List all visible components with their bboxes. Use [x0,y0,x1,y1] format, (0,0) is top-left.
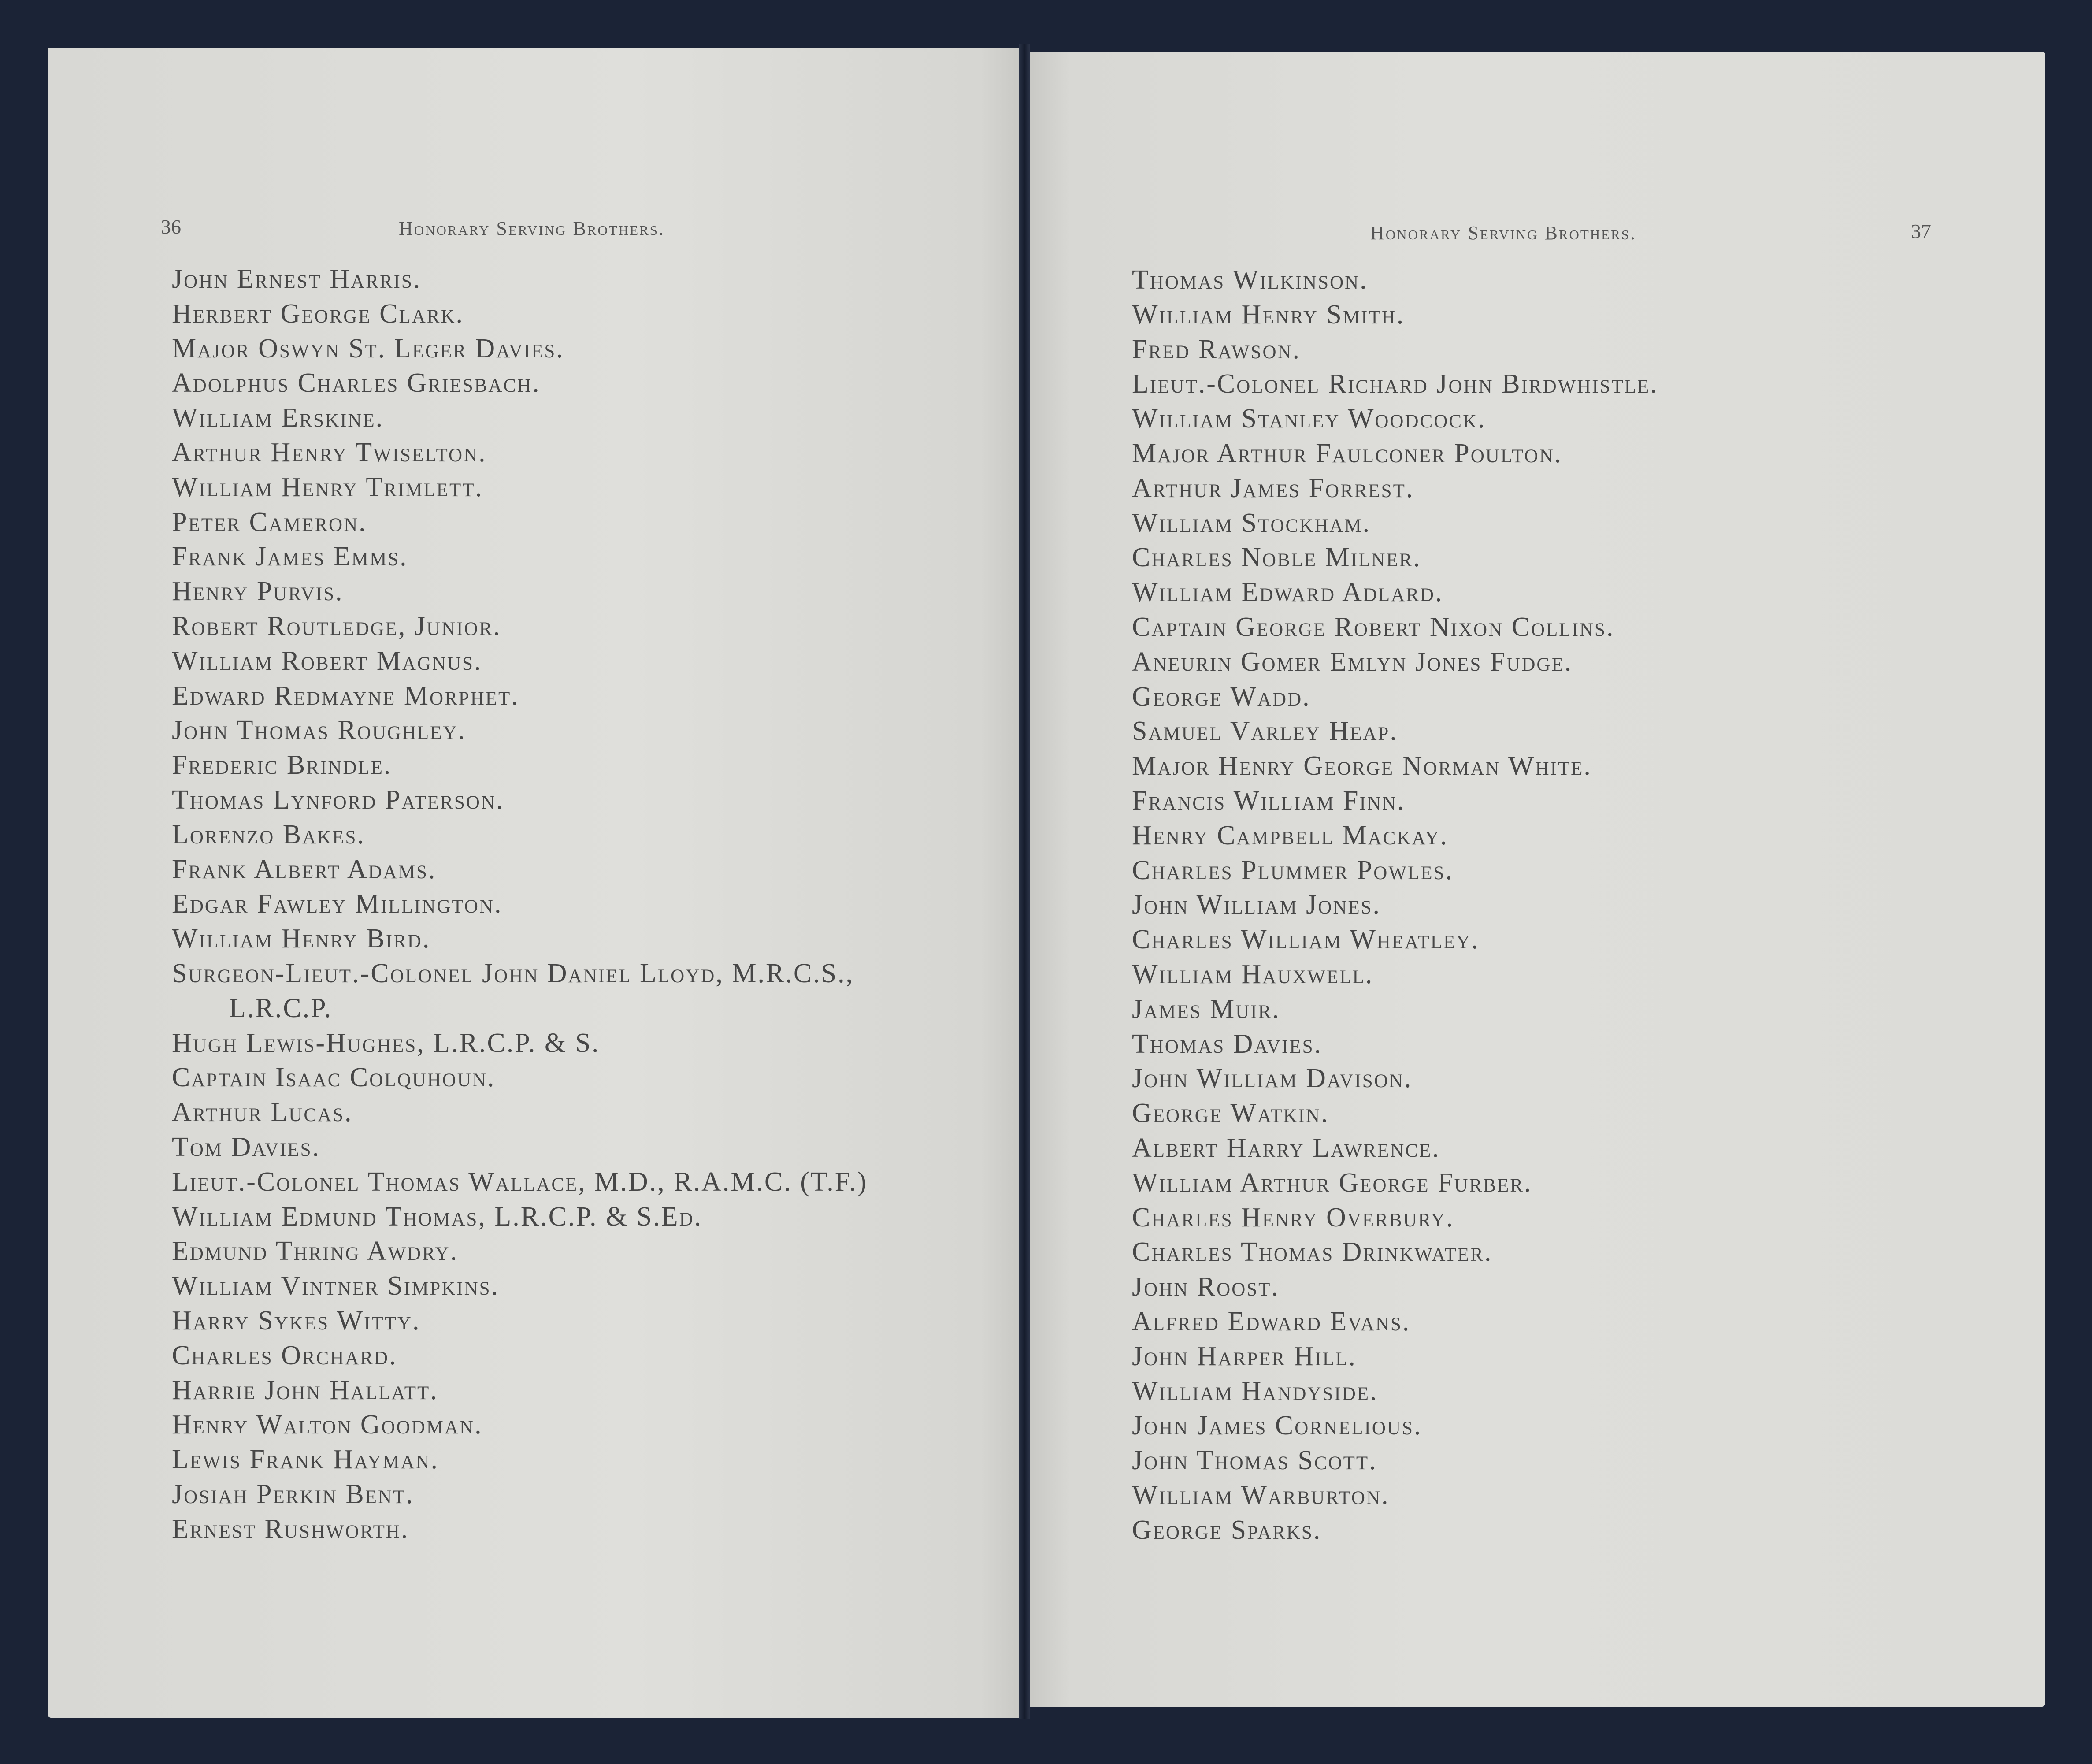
list-item: Francis William Finn. [1132,785,1406,816]
list-item: Thomas Lynford Paterson. [172,784,504,815]
list-item: Lieut.-Colonel Thomas Wallace, M.D., R.A.M.C. (T.F.) [172,1166,868,1197]
list-item: John Ernest Harris. [172,264,422,294]
list-item: Tom Davies. [172,1132,320,1162]
list-item: Thomas Davies. [1132,1029,1323,1059]
list-item: Henry Walton Goodman. [172,1410,483,1440]
list-item: Josiah Perkin Bent. [172,1479,414,1509]
list-item: Captain George Robert Nixon Collins. [1132,612,1615,642]
list-item: William Arthur George Furber. [1132,1167,1532,1198]
list-item: Charles Orchard. [172,1340,397,1370]
list-item: Peter Cameron. [172,507,367,537]
list-item: Arthur Lucas. [172,1097,353,1128]
running-head: Honorary Serving Brothers. [399,218,665,239]
list-item: Herbert George Clark. [172,298,464,329]
list-item: Edmund Thring Awdry. [172,1236,459,1266]
list-item: John James Cornelious. [1132,1411,1422,1441]
list-item: Harrie John Hallatt. [172,1375,438,1405]
list-item: Lewis Frank Hayman. [172,1445,439,1475]
list-item: William Warburton. [1132,1480,1390,1510]
list-item: Charles Thomas Drinkwater. [1132,1237,1493,1267]
list-item: Charles Henry Overbury. [1132,1202,1454,1233]
list-item: William Henry Smith. [1132,299,1405,330]
list-item: Charles Plummer Powles. [1132,855,1454,885]
list-item: John Thomas Roughley. [172,715,466,746]
list-item: John Thomas Scott. [1132,1445,1377,1476]
list-item: Frank James Emms. [172,542,408,572]
list-item: George Sparks. [1132,1515,1322,1545]
list-item: Major Oswyn St. Leger Davies. [172,333,564,364]
list-item: Henry Purvis. [172,576,344,607]
running-head: Honorary Serving Brothers. [1370,222,1637,244]
list-item: Major Arthur Faulconer Poulton. [1132,438,1563,468]
list-item: Lorenzo Bakes. [172,819,365,850]
list-item: William Henry Bird. [172,924,431,954]
list-item: Charles William Wheatley. [1132,925,1480,955]
list-item: William Erskine. [172,403,384,433]
list-item: William Hauxwell. [1132,959,1374,989]
list-item: John Harper Hill. [1132,1341,1357,1371]
list-item: Albert Harry Lawrence. [1132,1133,1440,1163]
list-item: George Wadd. [1132,681,1311,712]
list-item: Edward Redmayne Morphet. [172,680,519,711]
list-item: Thomas Wilkinson. [1132,265,1368,295]
list-item: Fred Rawson. [1132,334,1301,364]
list-item: William Edward Adlard. [1132,577,1443,608]
list-item: Henry Campbell Mackay. [1132,820,1449,850]
list-item: William Vintner Simpkins. [172,1271,500,1301]
list-item: John William Davison. [1132,1063,1413,1094]
list-item-continuation: L.R.C.P. [229,993,333,1023]
list-item: Adolphus Charles Griesbach. [172,368,541,398]
list-item: Arthur Henry Twiselton. [172,437,487,468]
list-item: Captain Isaac Colquhoun. [172,1062,496,1093]
list-item: William Henry Trimlett. [172,472,483,502]
right-page [1030,52,2045,1707]
list-item: Lieut.-Colonel Richard John Birdwhistle. [1132,369,1658,399]
page-number: 37 [1911,220,1931,242]
list-item: William Stockham. [1132,508,1371,538]
list-item: Arthur James Forrest. [1132,473,1414,503]
list-item: William Edmund Thomas, L.R.C.P. & S.Ed. [172,1201,703,1232]
list-item: Samuel Varley Heap. [1132,716,1398,746]
page-number: 36 [161,215,181,238]
list-item: George Watkin. [1132,1098,1329,1129]
list-item: Robert Routledge, Junior. [172,611,501,641]
list-item: Hugh Lewis-Hughes, L.R.C.P. & S. [172,1028,600,1058]
list-item: Aneurin Gomer Emlyn Jones Fudge. [1132,646,1573,677]
book-gutter [1019,44,1030,1719]
list-item: John Roost. [1132,1272,1280,1302]
list-item: William Stanley Woodcock. [1132,404,1486,434]
list-item: Frank Albert Adams. [172,854,437,884]
list-item: William Robert Magnus. [172,646,482,676]
list-item: Major Henry George Norman White. [1132,751,1592,781]
name-list [1132,263,1658,1547]
list-item: Charles Noble Milner. [1132,542,1421,573]
left-page [48,48,1019,1718]
list-item-text: Surgeon-Lieut.-Colonel John Daniel Lloyd, M.R.C.S., [172,958,854,988]
list-item: William Handyside. [1132,1376,1378,1406]
list-item [172,956,868,1026]
list-item: Alfred Edward Evans. [1132,1306,1411,1337]
list-item: Edgar Fawley Millington. [172,889,503,919]
list-item: James Muir. [1132,994,1280,1024]
list-item: John William Jones. [1132,890,1381,920]
list-item: Frederic Brindle. [172,750,392,780]
list-item: Harry Sykes Witty. [172,1305,421,1336]
name-list [172,262,868,1546]
list-item: Ernest Rushworth. [172,1514,409,1544]
